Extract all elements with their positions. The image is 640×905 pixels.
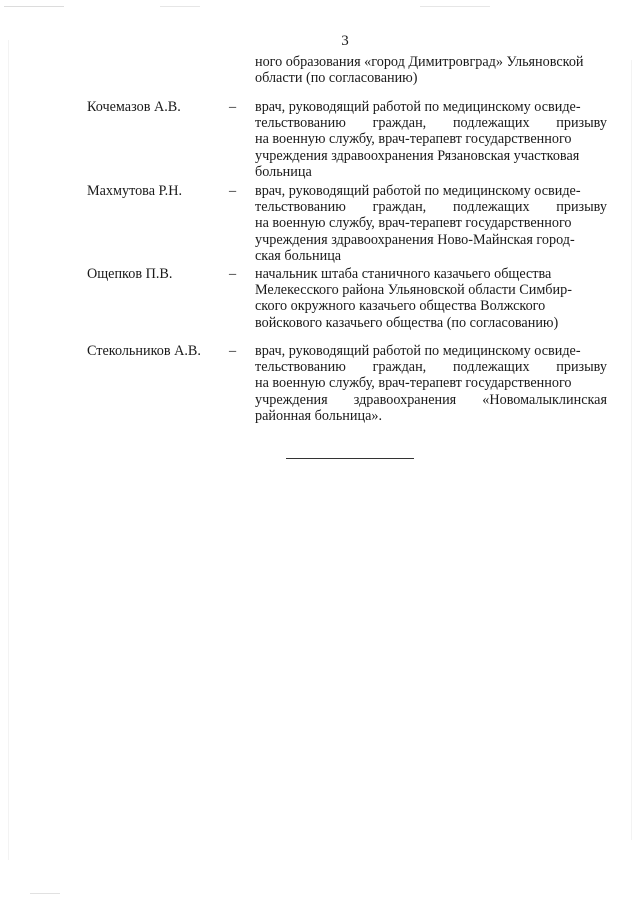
position-line (255, 232, 607, 248)
position-line (255, 148, 607, 164)
scan-artifact (30, 893, 60, 894)
dash-separator: – (229, 266, 237, 282)
position-line (255, 183, 607, 199)
member-position (255, 343, 607, 424)
word: ского окружного казачьего общества Волжского (255, 298, 546, 315)
position-line: районная больница». (255, 407, 383, 424)
scan-artifact (420, 6, 490, 7)
position-line (255, 199, 607, 215)
word: врач, руководящий работой по медицинскому освиде- (255, 99, 581, 115)
word: на военную службу, врач-терапевт государственного (255, 131, 572, 148)
word: здравоохранения (353, 391, 457, 408)
text-line: ного образования «город Димитровград» Ульяновской (255, 54, 584, 70)
word: учреждения (255, 391, 328, 408)
member-entry (0, 183, 640, 263)
position-line (255, 99, 607, 115)
scan-artifact (160, 6, 200, 7)
word: граждан, (372, 115, 427, 132)
word: Мелекесского района Ульяновской области Симбир- (255, 282, 572, 299)
word: учреждения здравоохранения Рязановская участковая (255, 147, 580, 164)
word: тельствованию (255, 115, 346, 132)
word: врач, руководящий работой по медицинскому освиде- (255, 183, 581, 199)
continued-text (255, 54, 607, 86)
word: подлежащих (452, 115, 530, 132)
word: призыву (556, 115, 607, 132)
scan-artifact (631, 60, 632, 840)
dash-separator: – (229, 99, 237, 115)
word: граждан, (372, 199, 427, 216)
dash-separator: – (229, 183, 237, 199)
word: тельствованию (255, 199, 346, 216)
position-line (255, 282, 607, 298)
scan-artifact (8, 40, 9, 860)
member-name: Ощепков П.В. (87, 266, 173, 282)
position-line: больница (255, 163, 312, 180)
position-line: войскового казачьего общества (по согласованию) (255, 314, 559, 331)
member-position (255, 99, 607, 180)
member-position (255, 266, 607, 331)
position-line (255, 215, 607, 231)
word: врач, руководящий работой по медицинскому освиде- (255, 343, 581, 359)
position-line (255, 392, 607, 408)
scan-artifact (4, 6, 64, 7)
position-line (255, 115, 607, 131)
continued-line-2: области (по согласованию) (255, 70, 418, 87)
member-name: Стекольников А.В. (87, 343, 201, 359)
word: тельствованию (255, 359, 346, 376)
word: граждан, (372, 359, 427, 376)
member-name: Махмутова Р.Н. (87, 183, 182, 199)
position-line (255, 266, 607, 282)
member-position (255, 183, 607, 264)
word: на военную службу, врач-терапевт государственного (255, 215, 572, 232)
member-entry (0, 343, 640, 423)
word: учреждения здравоохранения Ново-Майнская город- (255, 231, 575, 248)
word: призыву (556, 359, 607, 376)
member-entry (0, 99, 640, 179)
position-line: ская больница (255, 247, 342, 264)
word: подлежащих (452, 359, 530, 376)
dash-separator: – (229, 343, 237, 359)
member-name: Кочемазов А.В. (87, 99, 181, 115)
word: подлежащих (452, 199, 530, 216)
member-entry (0, 266, 640, 346)
end-of-list-rule (286, 458, 414, 459)
page-number: 3 (341, 33, 349, 49)
word: призыву (556, 199, 607, 216)
word: на военную службу, врач-терапевт государственного (255, 375, 572, 392)
position-line (255, 343, 607, 359)
word: начальник штаба станичного казачьего общества (255, 266, 552, 282)
word: «Новомалыклинская (482, 391, 607, 408)
position-line (255, 359, 607, 375)
position-line (255, 375, 607, 391)
position-line (255, 131, 607, 147)
continued-line-1 (255, 54, 607, 70)
position-line (255, 298, 607, 314)
